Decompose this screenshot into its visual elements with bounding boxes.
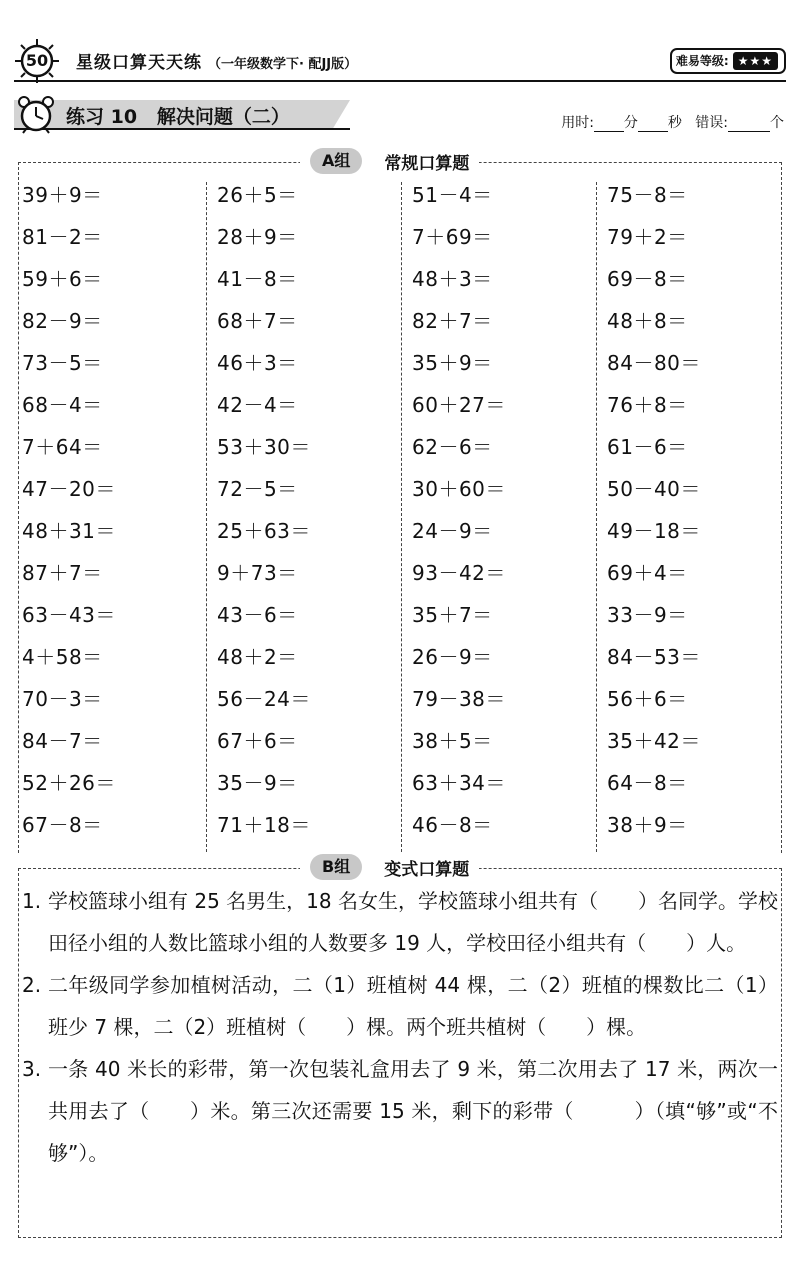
arithmetic-problem: 24－9＝ bbox=[412, 519, 493, 543]
arithmetic-problem: 35＋7＝ bbox=[412, 603, 493, 627]
arithmetic-problem: 53＋30＝ bbox=[217, 435, 311, 459]
minute-unit: 分 bbox=[623, 115, 638, 131]
arithmetic-problem: 68＋7＝ bbox=[217, 309, 298, 333]
arithmetic-problem: 52＋26＝ bbox=[22, 771, 116, 795]
arithmetic-problem: 26－9＝ bbox=[412, 645, 493, 669]
header-divider bbox=[14, 80, 786, 82]
lesson-title: 练习 10 解决问题（二） bbox=[66, 106, 290, 128]
arithmetic-problem: 50－40＝ bbox=[607, 477, 701, 501]
arithmetic-problem: 64－8＝ bbox=[607, 771, 688, 795]
arithmetic-problem: 84－7＝ bbox=[22, 729, 103, 753]
arithmetic-problem: 71＋18＝ bbox=[217, 813, 311, 837]
section-b-label bbox=[300, 854, 479, 880]
arithmetic-problem: 35＋42＝ bbox=[607, 729, 701, 753]
arithmetic-problem: 28＋9＝ bbox=[217, 225, 298, 249]
section-b-title: 变式口算题 bbox=[384, 859, 470, 880]
arithmetic-problem: 48＋2＝ bbox=[217, 645, 298, 669]
alarm-clock-icon bbox=[16, 94, 56, 134]
arithmetic-problem: 46＋3＝ bbox=[217, 351, 298, 375]
arithmetic-problem: 82＋7＝ bbox=[412, 309, 493, 333]
seconds-blank[interactable] bbox=[638, 117, 668, 132]
word-problem bbox=[22, 1048, 778, 1174]
timing-record bbox=[561, 112, 784, 132]
question-number: 1. bbox=[22, 889, 42, 913]
arithmetic-problem: 84－53＝ bbox=[607, 645, 701, 669]
error-label: 错误: bbox=[695, 115, 728, 131]
arithmetic-problem: 60＋27＝ bbox=[412, 393, 506, 417]
arithmetic-problem: 4＋58＝ bbox=[22, 645, 103, 669]
arithmetic-problem: 82－9＝ bbox=[22, 309, 103, 333]
arithmetic-problem: 47－20＝ bbox=[22, 477, 116, 501]
arithmetic-problem: 93－42＝ bbox=[412, 561, 506, 585]
section-a-label bbox=[300, 148, 479, 174]
word-problem bbox=[22, 964, 778, 1048]
arithmetic-problem: 38＋9＝ bbox=[607, 813, 688, 837]
arithmetic-problem: 33－9＝ bbox=[607, 603, 688, 627]
minutes-blank[interactable] bbox=[594, 117, 624, 132]
section-a-title: 常规口算题 bbox=[384, 153, 470, 174]
arithmetic-problem: 62－6＝ bbox=[412, 435, 493, 459]
arithmetic-problem: 79＋2＝ bbox=[607, 225, 688, 249]
arithmetic-problem: 35＋9＝ bbox=[412, 351, 493, 375]
arithmetic-problem: 51－4＝ bbox=[412, 183, 493, 207]
arithmetic-problem: 79－38＝ bbox=[412, 687, 506, 711]
question-number: 3. bbox=[22, 1057, 42, 1081]
series-subtitle: （一年级数学下· 配JJ版） bbox=[208, 57, 358, 72]
arithmetic-problem: 70－3＝ bbox=[22, 687, 103, 711]
section-b-badge: B组 bbox=[310, 854, 362, 880]
arithmetic-problem: 38＋5＝ bbox=[412, 729, 493, 753]
page-number: 50 bbox=[25, 51, 49, 70]
arithmetic-problem: 69＋4＝ bbox=[607, 561, 688, 585]
star-icon: ★★★ bbox=[733, 52, 778, 70]
page-header bbox=[14, 38, 786, 82]
word-problems bbox=[22, 880, 778, 1174]
arithmetic-problem: 56＋6＝ bbox=[607, 687, 688, 711]
arithmetic-problem: 68－4＝ bbox=[22, 393, 103, 417]
second-unit: 秒 bbox=[667, 115, 682, 131]
series-name: 星级口算天天练 bbox=[76, 53, 202, 73]
arithmetic-problem: 26＋5＝ bbox=[217, 183, 298, 207]
time-label: 用时: bbox=[561, 115, 594, 131]
difficulty-rating bbox=[670, 48, 786, 74]
series-title bbox=[76, 48, 357, 73]
arithmetic-problem: 46－8＝ bbox=[412, 813, 493, 837]
arithmetic-problem: 72－5＝ bbox=[217, 477, 298, 501]
arithmetic-problem: 76＋8＝ bbox=[607, 393, 688, 417]
section-a-badge: A组 bbox=[310, 148, 362, 174]
arithmetic-problem: 49－18＝ bbox=[607, 519, 701, 543]
arithmetic-problem: 67－8＝ bbox=[22, 813, 103, 837]
arithmetic-problem: 7＋69＝ bbox=[412, 225, 493, 249]
errors-blank[interactable] bbox=[728, 117, 770, 132]
arithmetic-problem: 67＋6＝ bbox=[217, 729, 298, 753]
arithmetic-problem: 42－4＝ bbox=[217, 393, 298, 417]
arithmetic-problem: 61－6＝ bbox=[607, 435, 688, 459]
arithmetic-problem: 59＋6＝ bbox=[22, 267, 103, 291]
arithmetic-grid bbox=[22, 174, 782, 846]
arithmetic-problem: 56－24＝ bbox=[217, 687, 311, 711]
arithmetic-problem: 69－8＝ bbox=[607, 267, 688, 291]
arithmetic-problem: 48＋8＝ bbox=[607, 309, 688, 333]
arithmetic-problem: 48＋3＝ bbox=[412, 267, 493, 291]
arithmetic-problem: 35－9＝ bbox=[217, 771, 298, 795]
arithmetic-problem: 43－6＝ bbox=[217, 603, 298, 627]
arithmetic-problem: 84－80＝ bbox=[607, 351, 701, 375]
arithmetic-problem: 9＋73＝ bbox=[217, 561, 298, 585]
arithmetic-problem: 73－5＝ bbox=[22, 351, 103, 375]
question-text: 学校篮球小组有 25 名男生，18 名女生，学校篮球小组共有（ ）名同学。学校田径小组的人数比篮球小组的人数要多 19 人，学校田径小组共有（ ）人。 bbox=[48, 889, 778, 955]
arithmetic-problem: 63＋34＝ bbox=[412, 771, 506, 795]
arithmetic-problem: 75－8＝ bbox=[607, 183, 688, 207]
arithmetic-problem: 87＋7＝ bbox=[22, 561, 103, 585]
arithmetic-problem: 39＋9＝ bbox=[22, 183, 103, 207]
question-text: 一条 40 米长的彩带，第一次包装礼盒用去了 9 米，第二次用去了 17 米，两次一共用去了（ ）米。第三次还需要 15 米，剩下的彩带（ ）（填“够”或“不够”）。 bbox=[48, 1057, 778, 1165]
lesson-title-bar bbox=[14, 96, 350, 130]
arithmetic-problem: 7＋64＝ bbox=[22, 435, 103, 459]
count-unit: 个 bbox=[770, 115, 784, 131]
arithmetic-problem: 25＋63＝ bbox=[217, 519, 311, 543]
question-number: 2. bbox=[22, 973, 42, 997]
question-text: 二年级同学参加植树活动，二（1）班植树 44 棵，二（2）班植的棵数比二（1）班少 7 棵，二（2）班植树（ ）棵。两个班共植树（ ）棵。 bbox=[48, 973, 778, 1039]
arithmetic-problem: 63－43＝ bbox=[22, 603, 116, 627]
difficulty-label: 难易等级: bbox=[675, 54, 729, 68]
arithmetic-problem: 48＋31＝ bbox=[22, 519, 116, 543]
arithmetic-problem: 41－8＝ bbox=[217, 267, 298, 291]
arithmetic-problem: 30＋60＝ bbox=[412, 477, 506, 501]
word-problem bbox=[22, 880, 778, 964]
arithmetic-problem: 81－2＝ bbox=[22, 225, 103, 249]
